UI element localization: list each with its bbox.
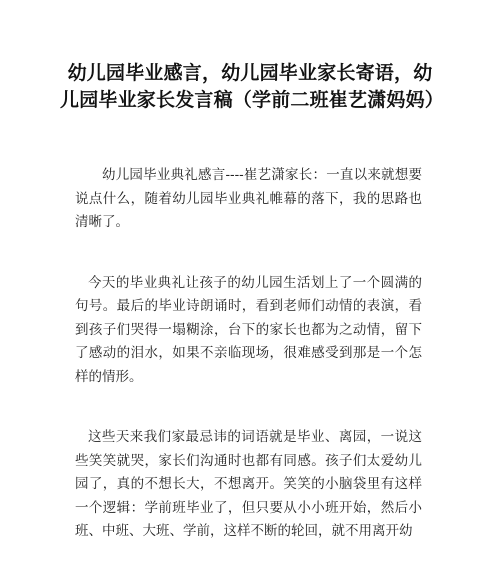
paragraph-intro: 幼儿园毕业典礼感言----崔艺潇家长：一直以来就想要说点什么，随着幼儿园毕业典礼帷幕的落下，我的思路也清晰了。: [75, 167, 422, 230]
paragraph-ceremony: 今天的毕业典礼让孩子的幼儿园生活划上了一个圆满的句号。最后的毕业诗朗诵时，看到老师们动情的表演，看到孩子们哭得一塌糊涂，台下的家长也都为之动情，留下了感动的泪水，如果不亲临现场，很难感受到那是一个怎样的情形。: [75, 274, 422, 385]
document-title: 幼儿园毕业感言，幼儿园毕业家长寄语，幼儿园毕业家长发言稿（学前二班崔艺潇妈妈）: [60, 62, 445, 111]
document-body: [75, 164, 422, 565]
paragraph-graduation: 这些天来我们家最忌讳的词语就是毕业、离园，一说这些笑笑就哭，家长们沟通时也都有同感。孩子们太爱幼儿园了，真的不想长大，不想离开。笑笑的小脑袋里有这样一个逻辑：学前班毕业了，但只要从小小班开始，然后小班、中班、大班、学前，这样不断的轮回，就不用离开幼: [75, 429, 422, 539]
